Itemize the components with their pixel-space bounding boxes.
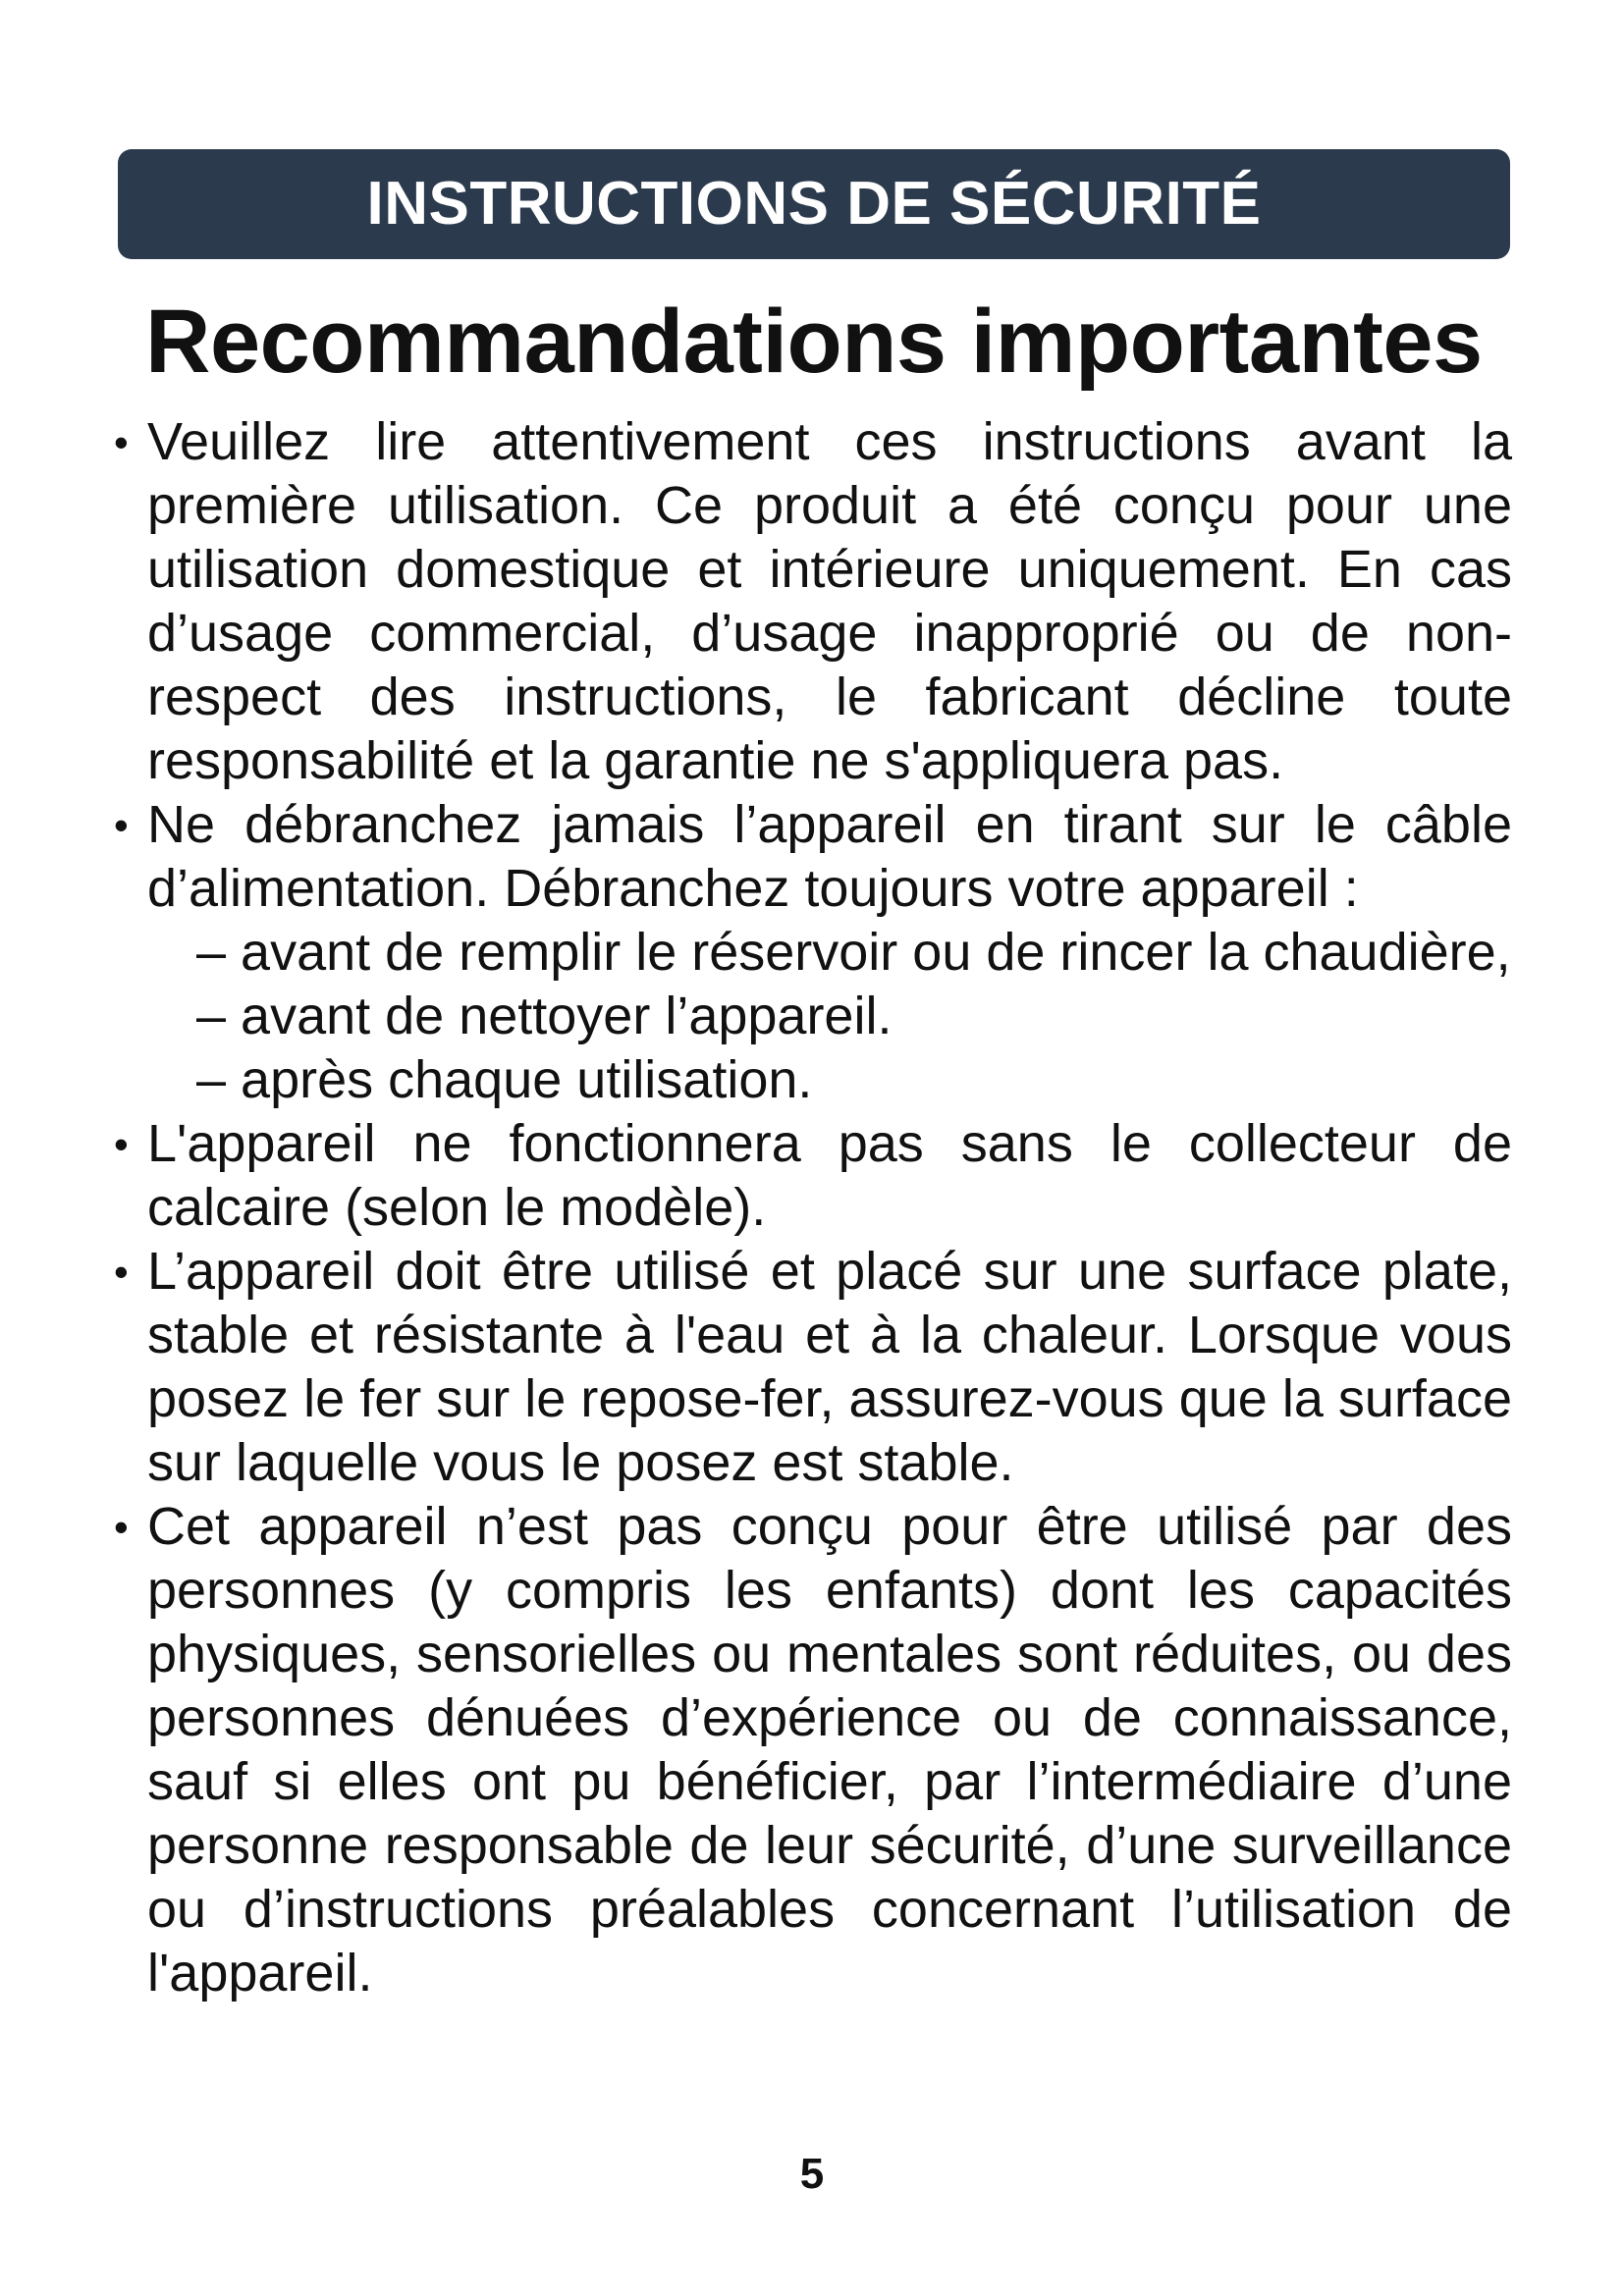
bullet-icon: • xyxy=(114,1504,129,1550)
item-text: Veuillez lire attentivement ces instructions avant la première utilisation. Ce produit a été conçu pour une utilisation domestique et intérieure uniquement. En cas d’usage commercial, d’usage inapproprié ou de non-respect des instructions, le fabricant décline toute responsabilité et la garantie ne s'appliquera pas. xyxy=(147,412,1512,790)
list-item xyxy=(108,410,1512,793)
item-text: Ne débranchez jamais l’appareil en tirant sur le câble d’alimentation. Débranchez toujours votre appareil : xyxy=(147,795,1512,918)
item-text: L’appareil doit être utilisé et placé sur une surface plate, stable et résistante à l'eau et à la chaleur. Lorsque vous posez le fer sur le repose-fer, assurez-vous que la surface sur laquelle vous le posez est stable. xyxy=(147,1242,1512,1492)
bullet-icon: • xyxy=(114,419,129,465)
page-title: Recommandations importantes xyxy=(145,292,1483,392)
bullet-icon: • xyxy=(114,1249,129,1295)
list-item xyxy=(108,1240,1512,1495)
instructions-list xyxy=(108,410,1512,2005)
item-text: Cet appareil n’est pas conçu pour être utilisé par des personnes (y compris les enfants) dont les capacités physiques, sensorielles ou mentales sont réduites, ou des personnes dénuées d’expérience ou de connaissance, sauf si elles ont pu bénéficier, par l’intermédiaire d’une personne responsable de leur sécurité, d’une surveillance ou d’instructions préalables concernant l’utilisation de l'appareil. xyxy=(147,1497,1512,2002)
item-text: L'appareil ne fonctionnera pas sans le collecteur de calcaire (selon le modèle). xyxy=(147,1114,1512,1237)
sub-list-item: – avant de remplir le réservoir ou de rincer la chaudière, xyxy=(196,923,1511,982)
section-banner xyxy=(118,149,1510,259)
list-item xyxy=(108,1495,1512,2005)
banner-title: INSTRUCTIONS DE SÉCURITÉ xyxy=(366,170,1262,238)
list-item xyxy=(108,1112,1512,1240)
page-number: 5 xyxy=(799,2150,825,2198)
sub-list xyxy=(147,921,1512,1112)
list-item xyxy=(108,793,1512,1112)
sub-list-item: – avant de nettoyer l’appareil. xyxy=(196,987,893,1045)
sub-list-item: – après chaque utilisation. xyxy=(196,1050,813,1109)
bullet-icon: • xyxy=(114,802,129,848)
bullet-icon: • xyxy=(114,1121,129,1167)
